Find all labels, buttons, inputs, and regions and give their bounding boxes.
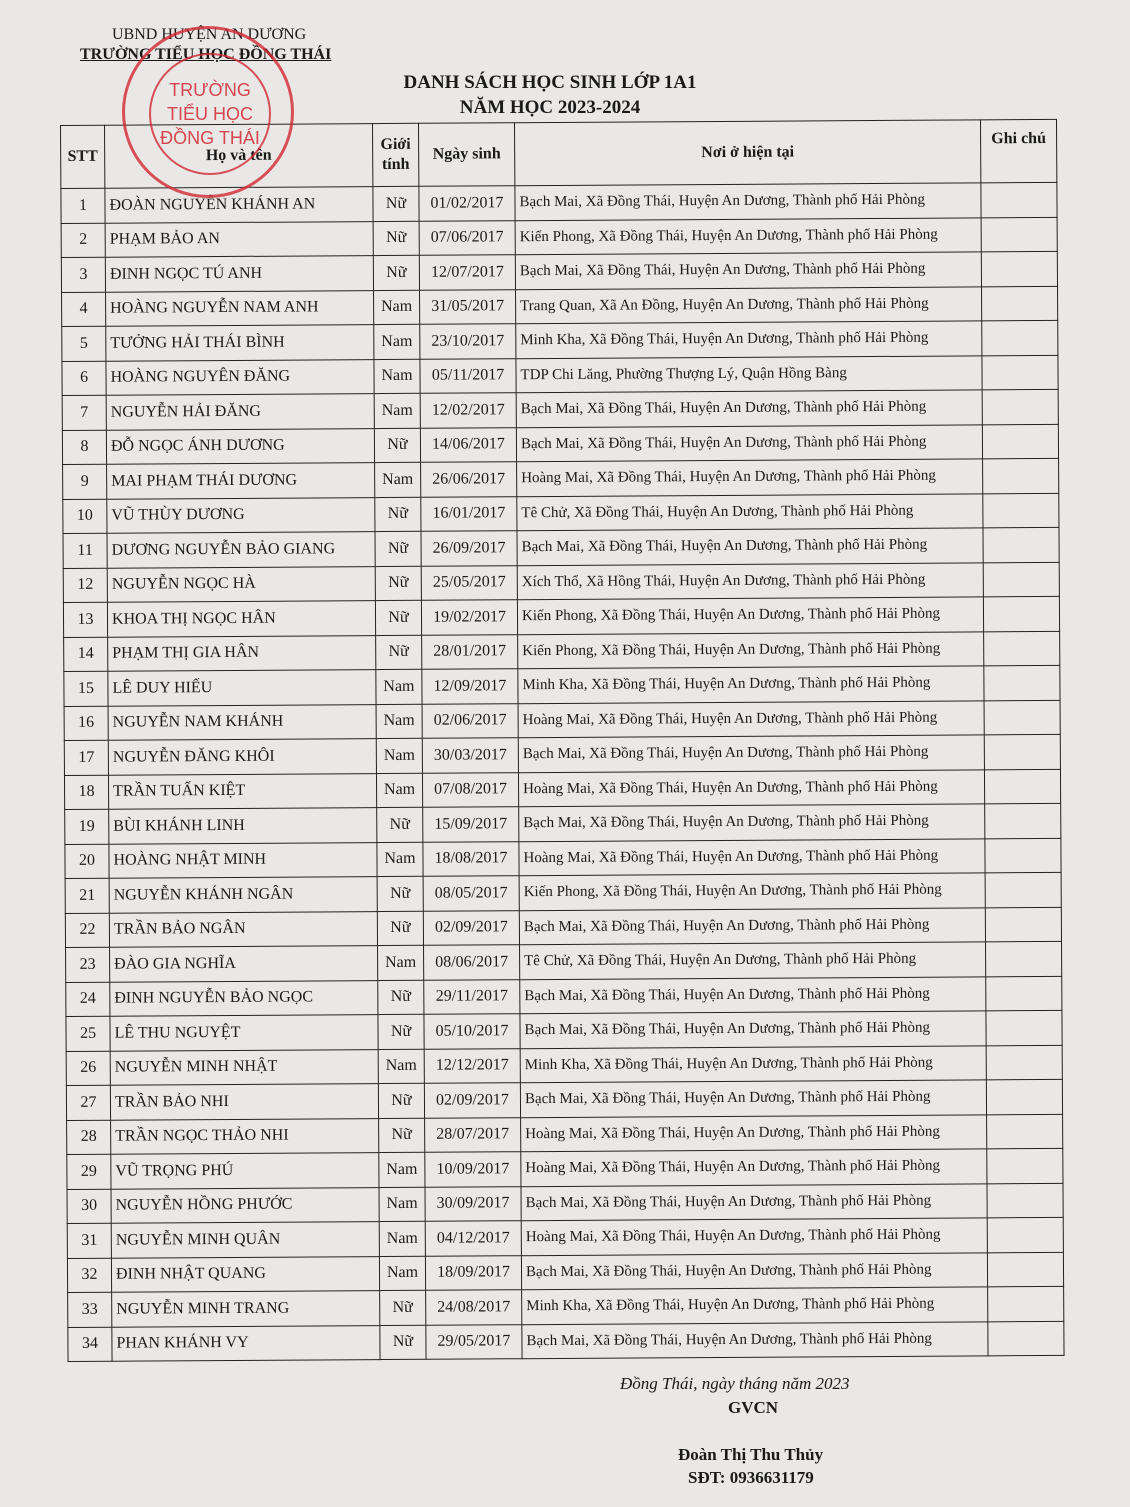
cell-gender: Nam (375, 462, 421, 497)
cell-notes (984, 700, 1060, 735)
cell-address: Trang Quan, Xã An Đồng, Huyện An Dương, Thành phố Hải Phòng (516, 286, 982, 323)
cell-dob: 05/10/2017 (424, 1014, 520, 1049)
cell-stt: 31 (67, 1223, 111, 1258)
cell-address: Xích Thổ, Xã Hồng Thái, Huyện An Dương, Thành phố Hải Phòng (517, 562, 983, 599)
cell-stt: 18 (64, 775, 108, 810)
cell-notes (982, 355, 1058, 390)
cell-name: TRẦN TUẤN KIỆT (108, 773, 376, 809)
cell-stt: 20 (65, 844, 109, 879)
cell-gender: Nam (379, 1221, 425, 1256)
cell-dob: 12/12/2017 (424, 1048, 520, 1083)
col-address: Nơi ở hiện tại (514, 120, 980, 186)
table-row (68, 1321, 1064, 1362)
cell-stt: 33 (68, 1292, 112, 1327)
cell-gender: Nam (374, 393, 420, 428)
cell-dob: 26/06/2017 (421, 462, 517, 497)
cell-name: TRẦN BẢO NHI (110, 1084, 378, 1120)
cell-address: Kiến Phong, Xã Đồng Thái, Huyện An Dương, Thành phố Hải Phòng (519, 873, 985, 910)
cell-address: Bạch Mai, Xã Đồng Thái, Huyện An Dương, Thành phố Hải Phòng (519, 907, 985, 944)
cell-dob: 15/09/2017 (423, 807, 519, 842)
cell-notes (986, 941, 1062, 976)
cell-notes (982, 320, 1058, 355)
cell-address: Hoàng Mai, Xã Đồng Thái, Huyện An Dương, Thành phố Hải Phòng (521, 1218, 987, 1255)
cell-gender: Nam (379, 1256, 425, 1291)
cell-notes (987, 1148, 1063, 1183)
cell-name: TRẦN NGỌC THẢO NHI (111, 1118, 379, 1154)
cell-gender: Nam (376, 738, 422, 773)
cell-name: PHẠM THỊ GIA HÂN (108, 635, 376, 671)
cell-name: NGUYỄN HẢI ĐĂNG (106, 394, 374, 430)
cell-name: HOÀNG NGUYÊN ĐĂNG (106, 359, 374, 395)
cell-notes (983, 596, 1059, 631)
cell-stt: 11 (63, 533, 107, 568)
cell-notes (982, 424, 1058, 459)
cell-name: PHẠM BẢO AN (105, 221, 373, 257)
teacher-phone: SĐT: 0936631179 (688, 1468, 814, 1487)
cell-gender: Nữ (375, 531, 421, 566)
cell-address: Bạch Mai, Xã Đồng Thái, Huyện An Dương, Thành phố Hải Phòng (516, 424, 982, 461)
teacher-name: Đoàn Thị Thu Thủy (678, 1445, 824, 1464)
cell-gender: Nữ (378, 1014, 424, 1049)
cell-gender: Nam (374, 359, 420, 394)
cell-notes (987, 1183, 1063, 1218)
cell-dob: 12/09/2017 (422, 669, 518, 704)
cell-notes (983, 562, 1059, 597)
cell-stt: 15 (64, 671, 108, 706)
cell-dob: 29/05/2017 (426, 1324, 522, 1359)
cell-gender: Nam (377, 842, 423, 877)
cell-notes (987, 1252, 1063, 1287)
cell-notes (983, 458, 1059, 493)
cell-dob: 12/07/2017 (419, 255, 515, 290)
cell-stt: 6 (62, 361, 106, 396)
cell-dob: 31/05/2017 (420, 289, 516, 324)
cell-dob: 24/08/2017 (426, 1290, 522, 1325)
cell-name: HOÀNG NGUYỄN NAM ANH (106, 290, 374, 326)
cell-address: Tê Chử, Xã Đồng Thái, Huyện An Dương, Thành phố Hải Phòng (517, 493, 983, 530)
cell-notes (981, 217, 1057, 252)
cell-notes (985, 907, 1061, 942)
cell-notes (985, 803, 1061, 838)
cell-name: LÊ DUY HIẾU (108, 670, 376, 706)
cell-gender: Nữ (376, 635, 422, 670)
cell-notes (988, 1321, 1064, 1356)
cell-name: TƯỞNG HẢI THÁI BÌNH (106, 325, 374, 361)
cell-dob: 30/09/2017 (425, 1186, 521, 1221)
cell-gender: Nữ (374, 428, 420, 463)
col-gender: Giới tính (372, 123, 418, 186)
cell-notes (984, 631, 1060, 666)
cell-name: NGUYỄN KHÁNH NGÂN (109, 877, 377, 913)
cell-gender: Nữ (377, 876, 423, 911)
cell-address: Hoàng Mai, Xã Đồng Thái, Huyện An Dương, Thành phố Hải Phòng (521, 1149, 987, 1186)
cell-stt: 7 (62, 395, 106, 430)
cell-gender: Nam (379, 1152, 425, 1187)
cell-address: Bạch Mai, Xã Đồng Thái, Huyện An Dương, Thành phố Hải Phòng (519, 804, 985, 841)
cell-dob: 29/11/2017 (424, 979, 520, 1014)
cell-gender: Nữ (378, 980, 424, 1015)
cell-stt: 22 (65, 913, 109, 948)
cell-dob: 25/05/2017 (421, 565, 517, 600)
cell-notes (984, 769, 1060, 804)
cell-gender: Nam (378, 1049, 424, 1084)
cell-stt: 9 (63, 464, 107, 499)
document-title: DANH SÁCH HỌC SINH LỚP 1A1 (403, 72, 697, 93)
cell-notes (982, 286, 1058, 321)
cell-gender: Nam (376, 704, 422, 739)
cell-stt: 3 (61, 257, 105, 292)
cell-notes (986, 1045, 1062, 1080)
school-year: NĂM HỌC 2023-2024 (459, 97, 641, 118)
cell-name: NGUYỄN NAM KHÁNH (108, 704, 376, 740)
cell-notes (986, 1079, 1062, 1114)
cell-name: ĐINH NGỌC TÚ ANH (105, 256, 373, 292)
cell-dob: 05/11/2017 (420, 358, 516, 393)
cell-address: Hoàng Mai, Xã Đồng Thái, Huyện An Dương, Thành phố Hải Phòng (519, 838, 985, 875)
cell-name: NGUYỄN HỒNG PHƯỚC (111, 1187, 379, 1223)
cell-stt: 19 (65, 809, 109, 844)
cell-address: Kiến Phong, Xã Đồng Thái, Huyện An Dương, Thành phố Hải Phòng (518, 631, 984, 668)
cell-dob: 19/02/2017 (421, 600, 517, 635)
cell-address: Minh Kha, Xã Đồng Thái, Huyện An Dương, Thành phố Hải Phòng (520, 1045, 986, 1082)
cell-dob: 30/03/2017 (422, 738, 518, 773)
cell-address: Bạch Mai, Xã Đồng Thái, Huyện An Dương, Thành phố Hải Phòng (522, 1321, 988, 1358)
cell-address: Bạch Mai, Xã Đồng Thái, Huyện An Dương, Thành phố Hải Phòng (521, 1183, 987, 1220)
col-notes: Ghi chú (980, 119, 1056, 182)
cell-name: MAI PHẠM THÁI DƯƠNG (107, 463, 375, 499)
cell-address: Minh Kha, Xã Đồng Thái, Huyện An Dương, Thành phố Hải Phòng (516, 321, 982, 358)
cell-stt: 30 (67, 1189, 111, 1224)
cell-gender: Nữ (378, 1083, 424, 1118)
cell-dob: 07/08/2017 (422, 772, 518, 807)
cell-address: Bạch Mai, Xã Đồng Thái, Huyện An Dương, Thành phố Hải Phòng (520, 1011, 986, 1048)
cell-name: NGUYỄN NGỌC HÀ (107, 566, 375, 602)
cell-notes (983, 527, 1059, 562)
cell-stt: 29 (67, 1154, 111, 1189)
cell-dob: 18/09/2017 (425, 1255, 521, 1290)
cell-address: Hoàng Mai, Xã Đồng Thái, Huyện An Dương, Thành phố Hải Phòng (521, 1114, 987, 1151)
cell-stt: 24 (66, 982, 110, 1017)
cell-address: Kiến Phong, Xã Đồng Thái, Huyện An Dương, Thành phố Hải Phòng (515, 217, 981, 254)
cell-name: ĐỖ NGỌC ÁNH DƯƠNG (106, 428, 374, 464)
cell-name: NGUYỄN MINH QUÂN (111, 1222, 379, 1258)
cell-address: Minh Kha, Xã Đồng Thái, Huyện An Dương, Thành phố Hải Phòng (522, 1287, 988, 1324)
cell-stt: 21 (65, 878, 109, 913)
cell-dob: 02/09/2017 (423, 910, 519, 945)
cell-name: NGUYỄN MINH NHẬT (110, 1049, 378, 1085)
cell-stt: 8 (62, 430, 106, 465)
cell-stt: 26 (66, 1051, 110, 1086)
cell-address: Hoàng Mai, Xã Đồng Thái, Huyện An Dương, Thành phố Hải Phòng (518, 700, 984, 737)
cell-stt: 5 (62, 326, 106, 361)
col-stt: STT (61, 125, 105, 188)
cell-address: Hoàng Mai, Xã Đồng Thái, Huyện An Dương, Thành phố Hải Phòng (518, 769, 984, 806)
cell-address: Bạch Mai, Xã Đồng Thái, Huyện An Dương, Thành phố Hải Phòng (521, 1252, 987, 1289)
cell-gender: Nữ (373, 221, 419, 256)
cell-dob: 04/12/2017 (425, 1221, 521, 1256)
cell-gender: Nữ (375, 497, 421, 532)
cell-dob: 07/06/2017 (419, 220, 515, 255)
cell-gender: Nữ (373, 186, 419, 221)
cell-stt: 25 (66, 1016, 110, 1051)
cell-name: ĐINH NGUYỄN BẢO NGỌC (110, 980, 378, 1016)
cell-notes (985, 872, 1061, 907)
cell-stt: 32 (67, 1258, 111, 1293)
cell-name: NGUYỄN MINH TRANG (112, 1291, 380, 1327)
cell-dob: 12/02/2017 (420, 393, 516, 428)
cell-stt: 14 (64, 637, 108, 672)
cell-stt: 28 (67, 1120, 111, 1155)
school-name: TRƯỜNG TIỂU HỌC ĐỒNG THÁI (80, 46, 332, 63)
cell-notes (984, 734, 1060, 769)
cell-dob: 14/06/2017 (420, 427, 516, 462)
cell-address: Tê Chử, Xã Đồng Thái, Huyện An Dương, Thành phố Hải Phòng (520, 942, 986, 979)
cell-gender: Nữ (375, 600, 421, 635)
cell-stt: 23 (66, 947, 110, 982)
cell-name: NGUYỄN ĐĂNG KHÔI (108, 739, 376, 775)
col-dob: Ngày sinh (418, 123, 514, 187)
cell-name: ĐÀO GIA NGHĨA (110, 946, 378, 982)
cell-gender: Nữ (380, 1290, 426, 1325)
cell-gender: Nam (379, 1187, 425, 1222)
cell-gender: Nam (376, 669, 422, 704)
cell-stt: 12 (63, 568, 107, 603)
cell-dob: 08/05/2017 (423, 876, 519, 911)
cell-stt: 27 (66, 1085, 110, 1120)
cell-notes (988, 1286, 1064, 1321)
cell-gender: Nữ (379, 1118, 425, 1153)
cell-name: HOÀNG NHẬT MINH (109, 842, 377, 878)
cell-address: TDP Chi Lăng, Phường Thượng Lý, Quận Hồng Bàng (516, 355, 982, 392)
cell-gender: Nam (374, 290, 420, 325)
cell-address: Bạch Mai, Xã Đồng Thái, Huyện An Dương, Thành phố Hải Phòng (520, 976, 986, 1013)
cell-dob: 26/09/2017 (421, 531, 517, 566)
cell-notes (987, 1217, 1063, 1252)
cell-address: Bạch Mai, Xã Đồng Thái, Huyện An Dương, Thành phố Hải Phòng (515, 252, 981, 289)
cell-stt: 1 (61, 188, 105, 223)
cell-stt: 16 (64, 706, 108, 741)
cell-name: ĐOÀN NGUYỄN KHÁNH AN (105, 187, 373, 223)
cell-address: Kiến Phong, Xã Đồng Thái, Huyện An Dương, Thành phố Hải Phòng (517, 597, 983, 634)
student-table (60, 119, 1065, 1362)
cell-stt: 17 (64, 740, 108, 775)
cell-gender: Nam (378, 945, 424, 980)
col-name: Họ và tên (105, 124, 373, 189)
cell-name: VŨ THÙY DƯƠNG (107, 497, 375, 533)
cell-name: TRẦN BẢO NGÂN (109, 911, 377, 947)
table-body (61, 182, 1064, 1361)
cell-gender: Nữ (377, 911, 423, 946)
cell-dob: 28/07/2017 (425, 1117, 521, 1152)
cell-dob: 02/06/2017 (422, 703, 518, 738)
cell-stt: 10 (63, 499, 107, 534)
cell-notes (981, 182, 1057, 217)
cell-address: Bạch Mai, Xã Đồng Thái, Huyện An Dương, Thành phố Hải Phòng (517, 528, 983, 565)
cell-dob: 01/02/2017 (419, 186, 515, 221)
cell-gender: Nam (374, 324, 420, 359)
cell-name: PHAN KHÁNH VY (112, 1325, 380, 1361)
authority-name: UBND HUYỆN AN DƯƠNG (112, 26, 307, 43)
cell-address: Bạch Mai, Xã Đồng Thái, Huyện An Dương, Thành phố Hải Phòng (520, 1080, 986, 1117)
cell-notes (983, 493, 1059, 528)
cell-address: Bạch Mai, Xã Đồng Thái, Huyện An Dương, Thành phố Hải Phòng (518, 735, 984, 772)
cell-notes (986, 976, 1062, 1011)
cell-dob: 16/01/2017 (421, 496, 517, 531)
cell-notes (984, 665, 1060, 700)
cell-notes (981, 251, 1057, 286)
cell-notes (982, 389, 1058, 424)
cell-stt: 13 (63, 602, 107, 637)
cell-gender: Nữ (375, 566, 421, 601)
cell-name: DƯƠNG NGUYỄN BẢO GIANG (107, 532, 375, 568)
cell-gender: Nam (376, 773, 422, 808)
cell-dob: 10/09/2017 (425, 1152, 521, 1187)
cell-address: Minh Kha, Xã Đồng Thái, Huyện An Dương, Thành phố Hải Phòng (518, 666, 984, 703)
cell-stt: 2 (61, 223, 105, 258)
cell-notes (987, 1114, 1063, 1149)
cell-dob: 02/09/2017 (424, 1083, 520, 1118)
cell-stt: 4 (62, 292, 106, 327)
cell-gender: Nữ (380, 1325, 426, 1360)
cell-name: KHOA THỊ NGỌC HÂN (107, 601, 375, 637)
cell-dob: 28/01/2017 (422, 634, 518, 669)
place-date: Đồng Thái, ngày tháng năm 2023 (620, 1374, 850, 1393)
cell-dob: 08/06/2017 (424, 945, 520, 980)
school-stamp: TRƯỜNG TIỂU HỌC ĐỒNG THÁI (122, 26, 294, 198)
cell-name: LÊ THU NGUYỆT (110, 1015, 378, 1051)
cell-dob: 23/10/2017 (420, 324, 516, 359)
cell-name: VŨ TRỌNG PHÚ (111, 1153, 379, 1189)
cell-stt: 34 (68, 1327, 112, 1362)
cell-gender: Nữ (377, 807, 423, 842)
cell-name: BÙI KHÁNH LINH (109, 808, 377, 844)
cell-notes (986, 1010, 1062, 1045)
cell-dob: 18/08/2017 (423, 841, 519, 876)
cell-name: ĐINH NHẬT QUANG (111, 1256, 379, 1292)
signer-role: GVCN (728, 1398, 779, 1417)
cell-notes (985, 838, 1061, 873)
cell-gender: Nữ (373, 255, 419, 290)
cell-address: Bạch Mai, Xã Đồng Thái, Huyện An Dương, Thành phố Hải Phòng (516, 390, 982, 427)
cell-address: Hoàng Mai, Xã Đồng Thái, Huyện An Dương, Thành phố Hải Phòng (517, 459, 983, 496)
cell-address: Bạch Mai, Xã Đồng Thái, Huyện An Dương, Thành phố Hải Phòng (515, 183, 981, 220)
